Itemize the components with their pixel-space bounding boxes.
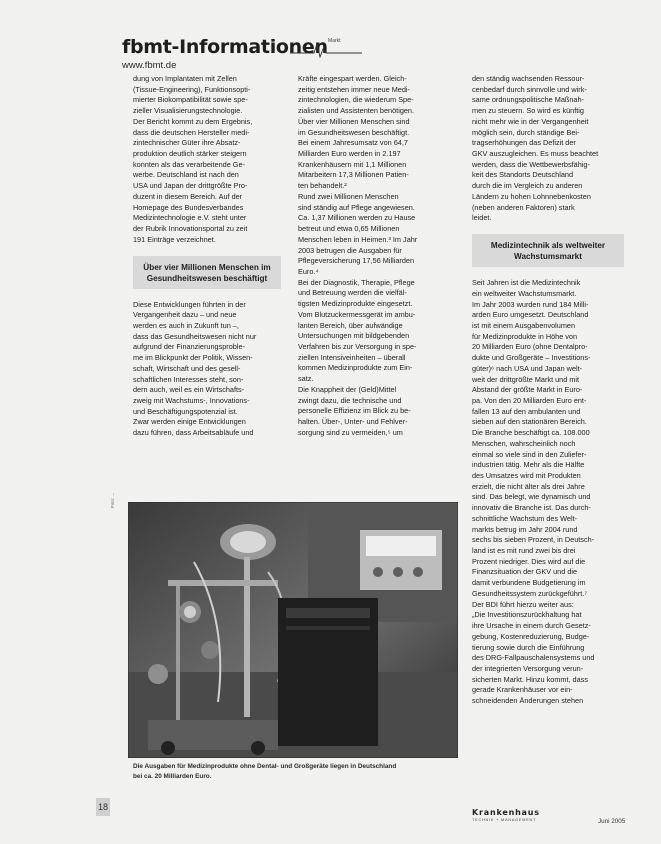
column-3 [472, 74, 624, 707]
column-1-subheading: Über vier Millionen Menschen im Gesundheitswesen beschäftigt [133, 256, 281, 289]
photo-credit: Foto: ... [110, 492, 115, 508]
column-2 [298, 74, 446, 438]
page-number: 18 [96, 798, 110, 816]
section-tag: Markt [328, 38, 341, 44]
column-3-subheading: Medizintechnik als weltweiter Wachstumsmarkt [472, 234, 624, 267]
masthead-brand: fbmt-Informationen [122, 36, 328, 58]
masthead-website[interactable]: www.fbmt.de [122, 60, 177, 71]
column-3-text-bottom: Seit Jahren ist die Medizintechnik ein weltweiter Wachstumsmarkt. Im Jahr 2003 wurden rund 184 Milli- arden Euro umgesetzt. Deutschland ist mit einem Ausgabenvolumen für Medizinprodukte in Höhe von 20 Milliarden Euro (ohne Dentalpro- dukte und Großgeräte – Investitions- güter)⁶ nach USA und Japan welt- weit der drittgrößte Markt und mit Abstand der größte Markt in Euro- pa. Von den 20 Milliarden Euro ent- fallen 13 auf den ambulanten und sieben auf den stationären Bereich. Die Branche beschäftigt ca. 108.000 Menschen, wahrscheinlich noch einmal so viele sind in den Zuliefer- industrien tätig. Mehr als die Hälfte des Umsatzes wird mit Produkten erzielt, die nicht älter als drei Jahre sind. Das belegt, wie dynamisch und innovativ die Branche ist. Das durch- schnittliche Wachstum des Welt- markts betrug im Jahr 2004 rund sechs bis sieben Prozent, in Deutsch- land ist es mit rund zwei bis drei Prozent niedriger. Dies wird auf die Finanzsituation der GKV und die damit verbundene Budgetierung im Gesundheitssystem zurückgeführt.⁷ Der BDI führt hierzu weiter aus: „Die Investitionszurückhaltung hat ihre Ursache in einem durch Gesetz- gebung, Kostenreduzierung, Budge- tierung sowie durch die Einführung des DRG-Fallpauschalensystems und der integrierten Versorgung verun- sicherten Markt. Hinzu kommt, dass gerade Krankenhäuser vor ein- schneidenden Änderungen stehen [472, 278, 595, 706]
column-1 [133, 74, 281, 439]
column-1-text-bottom: Diese Entwicklungen führten in der Vergangenheit dazu – und neue werden es auch in Zukunft tun –, dass das Gesundheitswesen nicht nur aufgrund der Finanzierungsproble- me im Blickpunkt der Politik, Wissen- schaft, Wirtschaft und des gesell- schaftlichen Interesses steht, son- dern auch, weil es ein Wirtschafts- zweig mit Wachstums-, Innovations- und Beschäftigungspotenzial ist. Zwar werden einige Entwicklungen dazu führen, dass Arbeitsabläufe und [133, 299, 257, 438]
masthead [122, 36, 362, 76]
heartbeat-line-icon [290, 40, 362, 58]
magazine-name: Krankenhaus [472, 808, 540, 817]
column-2-text: Kräfte eingespart werden. Gleich- zeitig entstehen immer neue Medi- zintechnologien, die wiederum Spe- zialisten und Assistenten benötigen. Über vier Millionen Menschen sind im Gesundheitswesen beschäftigt. Bei einem Jahresumsatz von 64,7 Milliarden Euro werden in 2.197 Krankenhäusern mit 1,1 Millionen Mitarbeitern 17,3 Millionen Patien- ten behandelt.² Rund zwei Millionen Menschen sind ständig auf Pflege angewiesen. Ca. 1,37 Millionen werden zu Hause betreut und etwa 0,65 Millionen Menschen leben in Heimen.³ Im Jahr 2003 betrugen die Ausgaben für Pflegeversicherung 17,56 Milliarden Euro.⁴ Bei der Diagnostik, Therapie, Pflege und Betreuung werden die vielfäl- tigsten Medizinprodukte eingesetzt. Vom Blutzuckermessgerät im ambu- lanten Bereich, über aufwändige Untersuchungen mit bildgebenden Verfahren bis zur Versorgung in spe- ziellen Intensiveinheiten – überall kommen Medizinprodukte zum Ein- satz. Die Knappheit der (Geld)Mittel zwingt dazu, die technische und personelle Effizienz im Blick zu be- halten. Über-, Unter- und Fehlver- sorgung sind zu vermeiden,⁵ um [298, 74, 418, 437]
photo-caption: Die Ausgaben für Medizinprodukte ohne Dental- und Großgeräte liegen in Deutschland bei ca. 20 Milliarden Euro. [133, 763, 397, 780]
magazine-subtitle: TECHNIK + MANAGEMENT [472, 818, 537, 822]
issue-date: Juni 2005 [598, 818, 626, 825]
operating-room-illustration [128, 502, 458, 758]
column-3-text-top: den ständig wachsenden Ressour- cenbedarf durch sinnvolle und wirk- same ordnungspolitische Maßnah- men zu steuern. So wird es künftig nicht mehr wie in der Vergangenheit möglich sein, durch ständige Bei- tragserhöhungen das Defizit der GKV auszugleichen. Es muss beachtet werden, dass die Wettbewerbsfähig- keit des Standorts Deutschland durch die im Vergleich zu anderen Ländern zu hohen Lohnnebenkosten (neben anderen Faktoren) stark leidet. [472, 74, 599, 223]
medical-equipment-photo [128, 502, 458, 758]
magazine-logo [472, 808, 540, 822]
column-1-text-top: dung von Implantaten mit Zellen (Tissue-Engineering), Funktionsopti- mierter Biokompatibilität sowie spe- zieller Visualisierungstechnologie. Der Bericht kommt zu dem Ergebnis, dass die deutschen Hersteller medi- zintechnischer Güter ihre Absatz- produktion deutlich stärker steigern konnten als das verarbeitende Ge- werbe. Deutschland ist nach den USA und Japan der drittgrößte Pro- duzent in diesem Bereich. Auf der Homepage des Bundesverbandes Medizintechnologie e.V. steht unter der Rubrik Innovationsportal zu zeit 191 Einträge verzeichnet. [133, 74, 253, 244]
